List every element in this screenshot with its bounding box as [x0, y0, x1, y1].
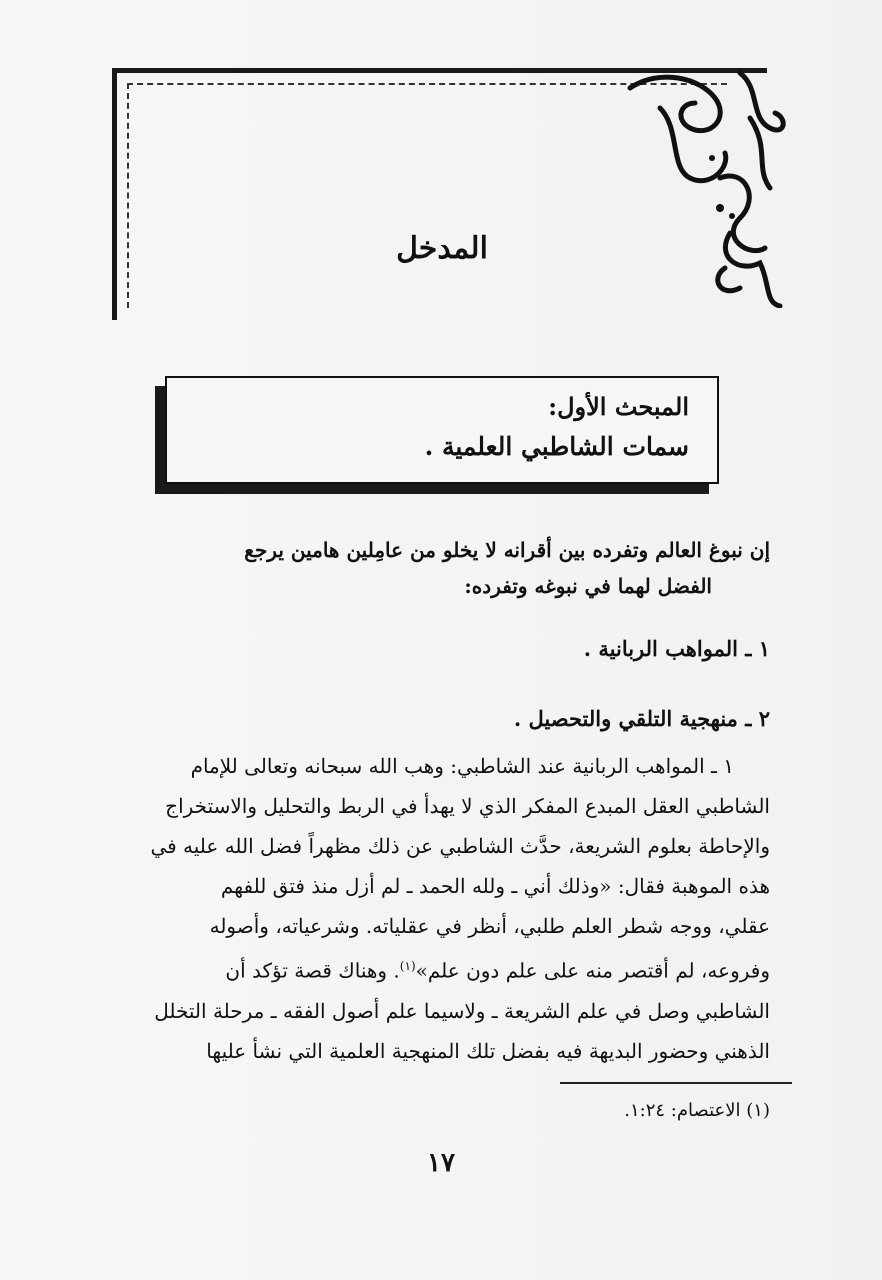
section-label: المبحث الأول:	[548, 392, 689, 421]
body-line-text: وفروعه، لم أقتصر منه على علم دون علم»	[415, 958, 770, 983]
body-line: الشاطبي العقل المبدع المفكر الذي لا يهدأ في الربط والتحليل والاستخراج	[165, 794, 770, 818]
body-line: والإحاطة بعلوم الشريعة، حدَّث الشاطبي عن ذلك مظهراً فضل الله عليه في	[150, 834, 770, 858]
body-line: الذهني وحضور البديهة فيه بفضل تلك المنهجية العلمية التي نشأ عليها	[206, 1038, 770, 1063]
footnote: (١) الاعتصام: ١:٢٤.	[624, 1100, 770, 1121]
footnote-marker: (١)	[399, 959, 416, 973]
chapter-title: المدخل	[396, 231, 488, 266]
body-line: ١ ـ المواهب الربانية عند الشاطبي: وهب الله سبحانه وتعالى للإمام	[190, 754, 734, 778]
intro-paragraph	[112, 532, 770, 604]
list-item: ١ ـ المواهب الربانية .	[583, 636, 770, 661]
intro-line: الفضل لهما في نبوغه وتفرده:	[464, 574, 712, 598]
corner-ornament-icon	[620, 58, 790, 308]
footnote-divider	[560, 1082, 792, 1084]
body-line	[112, 946, 770, 991]
body-line: الشاطبي وصل في علم الشريعة ـ ولاسيما علم أصول الفقه ـ مرحلة التخلل	[154, 998, 770, 1023]
frame-dashed-left	[127, 83, 129, 308]
section-title: سمات الشاطبي العلمية .	[424, 432, 689, 461]
body-line: عقلي، ووجه شطر العلم طلبي، أنظر في عقلياته. وشرعياته، وأصوله	[209, 914, 770, 938]
intro-line: إن نبوغ العالم وتفرده بين أقرانه لا يخلو من عامِلين هامين يرجع	[244, 538, 770, 562]
section-heading-box	[165, 376, 719, 484]
body-line: هذه الموهبة فقال: «وذلك أني ـ ولله الحمد ـ لم أزل منذ فتق للفهم	[220, 874, 770, 898]
body-line-tail: . وهناك قصة تؤكد أن	[225, 958, 400, 983]
list-item: ٢ ـ منهجية التلقي والتحصيل .	[513, 706, 770, 731]
body-paragraph	[112, 746, 770, 1071]
page-number: ١٧	[427, 1148, 455, 1178]
